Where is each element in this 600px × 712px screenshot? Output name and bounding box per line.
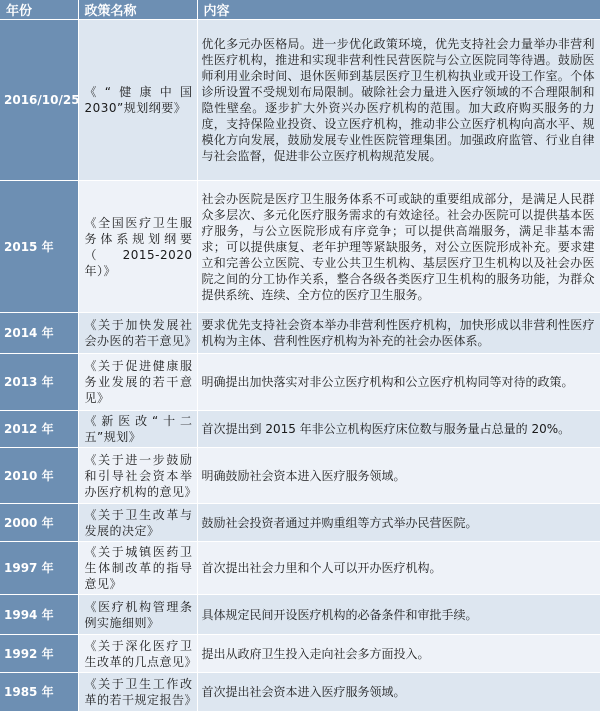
table-row (0, 504, 600, 542)
row-year: 2012 年 (0, 411, 78, 448)
row-content: 首次提出社会资本进入医疗服务领域。 (197, 673, 600, 712)
row-policy-name: 《关于卫生工作改革的若干规定报告》 (78, 673, 197, 712)
row-year: 2013 年 (0, 354, 78, 411)
header-content: 内容 (197, 0, 600, 20)
row-content: 具体规定民间开设医疗机构的必备条件和审批手续。 (197, 595, 600, 635)
row-year: 2010 年 (0, 448, 78, 504)
row-policy-name: 《关于进一步鼓励和引导社会资本举办医疗机构的意见》 (78, 448, 197, 504)
row-content: 明确鼓励社会资本进入医疗服务领域。 (197, 448, 600, 504)
table-row (0, 595, 600, 635)
row-year: 1985 年 (0, 673, 78, 712)
row-content: 鼓励社会投资者通过并购重组等方式举办民营医院。 (197, 504, 600, 542)
table-row (0, 673, 600, 712)
row-content: 首次提出社会力里和个人可以开办医疗机构。 (197, 542, 600, 595)
row-year: 1994 年 (0, 595, 78, 635)
header-policy-name: 政策名称 (78, 0, 197, 20)
row-policy-name: 《关于促进健康服务业发展的若干意见》 (78, 354, 197, 411)
table-row (0, 181, 600, 313)
row-content: 优化多元办医格局。进一步优化政策环境，优先支持社会力量举办非营利性医疗机构，推进和实现非营利性民营医院与公立医院同等待遇。鼓励医师利用业余时间、退休医师到基层医疗卫生机构执业或开设工作室。个体诊所设置不受规划布局限制。破除社会力量进入医疗领域的不合理限制和隐性壁垒。逐步扩大外资兴办医疗机构的范围。加大政府购买服务的力度，支持保险业投资、设立医疗机构，推动非公立医疗机构向高水平、规模化方向发展，鼓励发展专业性医院管理集团。加强政府监管、行业自律与社会监督，促进非公立医疗机构规范发展。 (197, 20, 600, 181)
row-policy-name: 《全国医疗卫生服务体系规划纲要（2015-2020 年）》 (78, 181, 197, 313)
row-year: 2000 年 (0, 504, 78, 542)
table-header-row (0, 0, 600, 20)
row-policy-name: 《关于深化医疗卫生改革的几点意见》 (78, 635, 197, 673)
row-policy-name: 《“健康中国2030”规划纲要》 (78, 20, 197, 181)
row-policy-name: 《关于加快发展社会办医的若干意见》 (78, 313, 197, 354)
row-content: 提出从政府卫生投入走向社会多方面投入。 (197, 635, 600, 673)
row-content: 明确提出加快落实对非公立医疗机构和公立医疗机构同等对待的政策。 (197, 354, 600, 411)
table-row (0, 411, 600, 448)
table-row (0, 20, 600, 181)
table-row (0, 354, 600, 411)
row-year: 1997 年 (0, 542, 78, 595)
table-row (0, 635, 600, 673)
row-policy-name: 《关于城镇医药卫生体制改革的指导意见》 (78, 542, 197, 595)
row-content: 首次提出到 2015 年非公立机构医疗床位数与服务量占总量的 20%。 (197, 411, 600, 448)
row-content: 要求优先支持社会资本举办非营利性医疗机构，加快形成以非营利性医疗机构为主体、营利性医疗机构为补充的社会办医体系。 (197, 313, 600, 354)
row-year: 2014 年 (0, 313, 78, 354)
row-policy-name: 《关于卫生改革与发展的决定》 (78, 504, 197, 542)
table-row (0, 542, 600, 595)
row-policy-name: 《医疗机构管理条例实施细则》 (78, 595, 197, 635)
row-year: 1992 年 (0, 635, 78, 673)
row-content: 社会办医院是医疗卫生服务体系不可或缺的重要组成部分，是满足人民群众多层次、多元化医疗服务需求的有效途径。社会办医院可以提供基本医疗服务，与公立医院形成有序竞争；可以提供高端服务，满足非基本需求；可以提供康复、老年护理等紧缺服务，对公立医院形成补充。要求建立和完善公立医院、专业公共卫生机构、基层医疗卫生机构以及社会办医院之间的分工协作关系，整合各级各类医疗卫生机构的服务功能，为群众提供系统、连续、全方位的医疗卫生服务。 (197, 181, 600, 313)
table-row (0, 313, 600, 354)
table-row (0, 448, 600, 504)
header-year: 年份 (0, 0, 78, 20)
row-policy-name: 《新医改“十二五”规划》 (78, 411, 197, 448)
row-year: 2015 年 (0, 181, 78, 313)
row-year: 2016/10/25 (0, 20, 78, 181)
